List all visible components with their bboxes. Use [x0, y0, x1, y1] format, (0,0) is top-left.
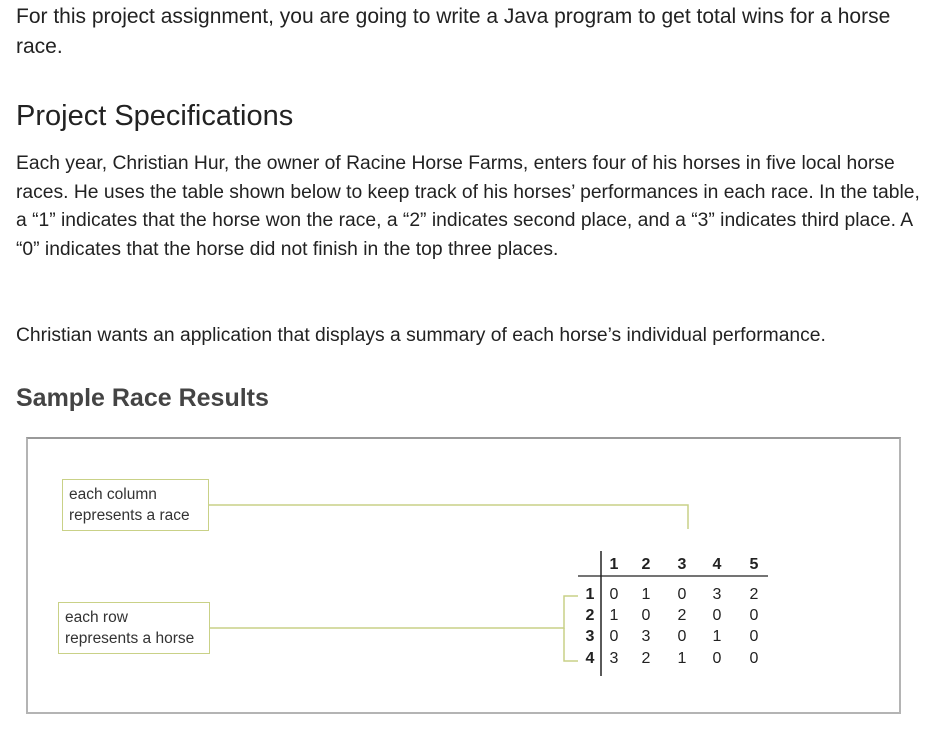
result-cell: 3	[641, 628, 651, 645]
result-cell: 1	[677, 650, 687, 667]
race-header: 4	[712, 556, 722, 573]
result-cell: 1	[609, 607, 619, 624]
column-connector	[209, 505, 688, 529]
row-callout-line2: represents a horse	[65, 630, 195, 647]
row-callout	[58, 602, 210, 654]
row-connector-upper	[210, 596, 578, 628]
result-cell: 2	[677, 607, 687, 624]
requirement-paragraph: Christian wants an application that displays a summary of each horse’s individual performance.	[16, 325, 826, 346]
intro-paragraph: For this project assignment, you are going to write a Java program to get total wins for a horse race.	[16, 5, 891, 58]
section-heading: Project Specifications	[16, 100, 294, 132]
race-header: 2	[641, 556, 651, 573]
horse-label: 4	[585, 650, 595, 667]
result-cell: 0	[749, 650, 759, 667]
row-connector-lower	[564, 628, 578, 661]
horse-label: 3	[585, 628, 595, 645]
result-cell: 0	[677, 586, 687, 603]
race-header: 3	[677, 556, 687, 573]
horse-label: 1	[585, 586, 595, 603]
column-callout-line1: each column	[69, 486, 157, 503]
result-cell: 0	[641, 607, 651, 624]
sample-results-heading: Sample Race Results	[16, 384, 269, 412]
result-cell: 3	[609, 650, 619, 667]
race-header: 1	[609, 556, 619, 573]
specification-paragraph: Each year, Christian Hur, the owner of Racine Horse Farms, enters four of his horses in five local horse races. He uses the table shown below to keep track of his horses’ performances in each race. In the table, a “1” indicates that the horse won the race, a “2” indicates second place, and a “3” indicates third place. A “0” indicates that the horse did not finish in the top three places.	[16, 153, 920, 260]
result-cell: 2	[641, 650, 651, 667]
result-cell: 0	[712, 607, 722, 624]
result-cell: 0	[712, 650, 722, 667]
result-cell: 0	[609, 628, 619, 645]
column-callout-line2: represents a race	[69, 507, 190, 524]
result-cell: 2	[749, 586, 759, 603]
result-cell: 1	[712, 628, 722, 645]
result-cell: 0	[749, 628, 759, 645]
result-cell: 0	[749, 607, 759, 624]
horse-label: 2	[585, 607, 595, 624]
column-callout	[62, 479, 209, 531]
result-cell: 0	[677, 628, 687, 645]
race-results-figure	[26, 437, 901, 714]
result-cell: 1	[641, 586, 651, 603]
race-header: 5	[749, 556, 759, 573]
result-cell: 0	[609, 586, 619, 603]
row-callout-line1: each row	[65, 609, 128, 626]
result-cell: 3	[712, 586, 722, 603]
